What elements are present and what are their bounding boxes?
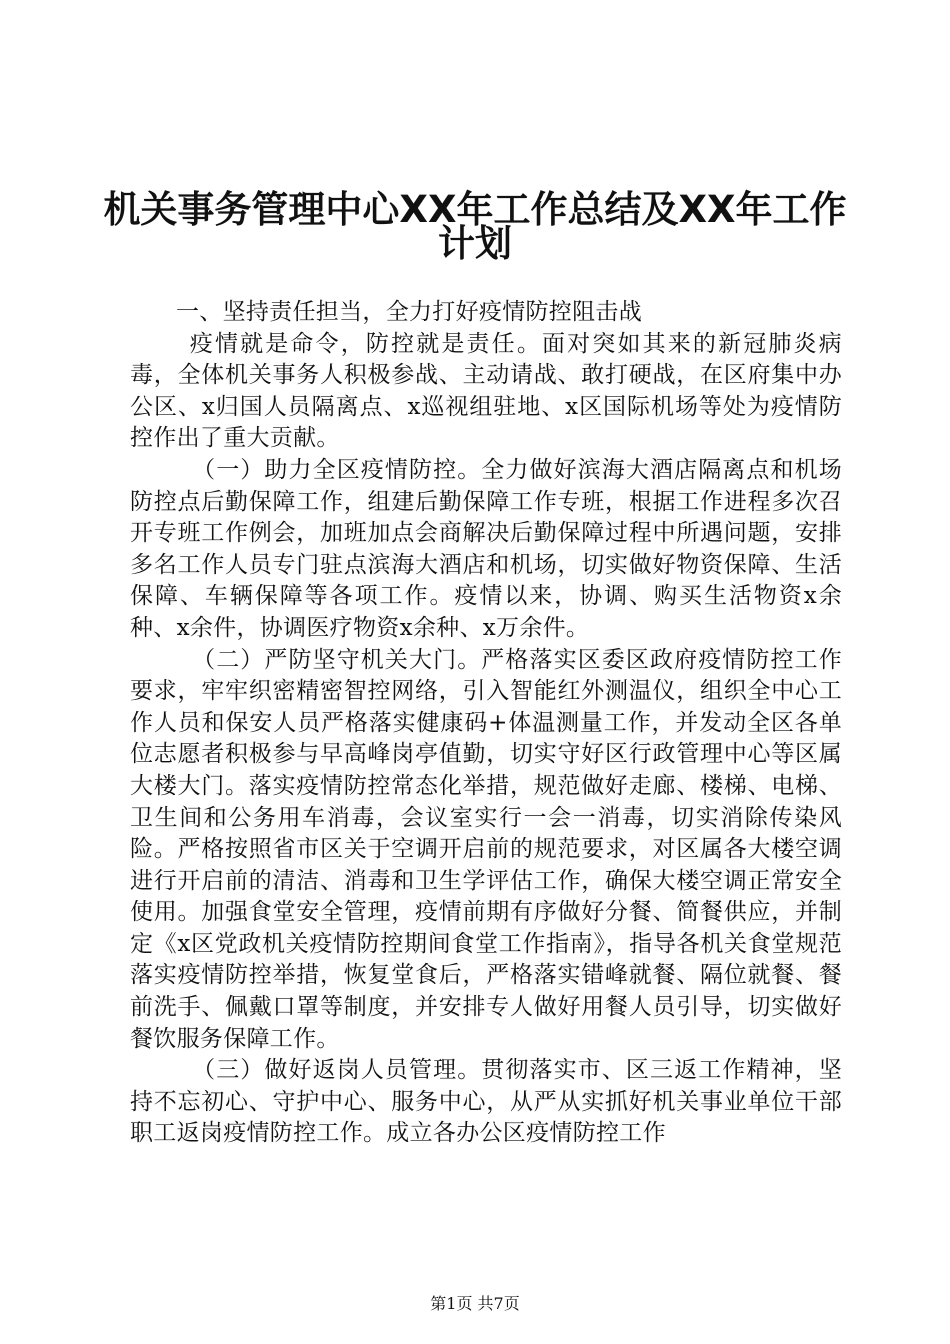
document-body bbox=[130, 297, 842, 1150]
paragraph: 疫情就是命令，防控就是责任。面对突如其来的新冠肺炎病毒，全体机关事务人积极参战、主动请战、敢打硬战，在区府集中办公区、x归国人员隔离点、x巡视组驻地、x区国际机场等处为疫情防控作出了重大贡献。 bbox=[130, 330, 842, 452]
document-title-line-1: 机关事务管理中心XX年工作总结及XX年工作 bbox=[103, 188, 847, 231]
paragraph: （一）助力全区疫情防控。全力做好滨海大酒店隔离点和机场防控点后勤保障工作，组建后勤保障工作专班，根据工作进程多次召开专班工作例会，加班加点会商解决后勤保障过程中所遇问题，安排多名工作人员专门驻点滨海大酒店和机场，切实做好物资保障、生活保障、车辆保障等各项工作。疫情以来，协调、购买生活物资x余种、x余件，协调医疗物资x余种、x万余件。 bbox=[130, 456, 842, 641]
page-number-footer: 第1页 共7页 bbox=[430, 1294, 520, 1313]
paragraph: （三）做好返岗人员管理。贯彻落实市、区三返工作精神，坚持不忘初心、守护中心、服务中心，从严从实抓好机关事业单位干部职工返岗疫情防控工作。成立各办公区疫情防控工作 bbox=[130, 1057, 842, 1147]
document-title-line-2: 计划 bbox=[438, 222, 512, 265]
paragraph: （二）严防坚守机关大门。严格落实区委区政府疫情防控工作要求，牢牢织密精密智控网络，引入智能红外测温仪，组织全中心工作人员和保安人员严格落实健康码+体温测量工作，并发动全区各单位志愿者积极参与早高峰岗亭值勤，切实守好区行政管理中心等区属大楼大门。落实疫情防控常态化举措，规范做好走廊、楼梯、电梯、卫生间和公务用车消毒，会议室实行一会一消毒，切实消除传染风险。严格按照省市区关于空调开启前的规范要求，对区属各大楼空调进行开启前的清洁、消毒和卫生学评估工作，确保大楼空调正常安全使用。加强食堂安全管理，疫情前期有序做好分餐、简餐供应，并制定《x区党政机关疫情防控期间食堂工作指南》，指导各机关食堂规范落实疫情防控举措，恢复堂食后，严格落实错峰就餐、隔位就餐、餐前洗手、佩戴口罩等制度，并安排专人做好用餐人员引导，切实做好餐饮服务保障工作。 bbox=[130, 646, 842, 1052]
section-heading: 一、坚持责任担当，全力打好疫情防控阻击战 bbox=[176, 299, 642, 325]
